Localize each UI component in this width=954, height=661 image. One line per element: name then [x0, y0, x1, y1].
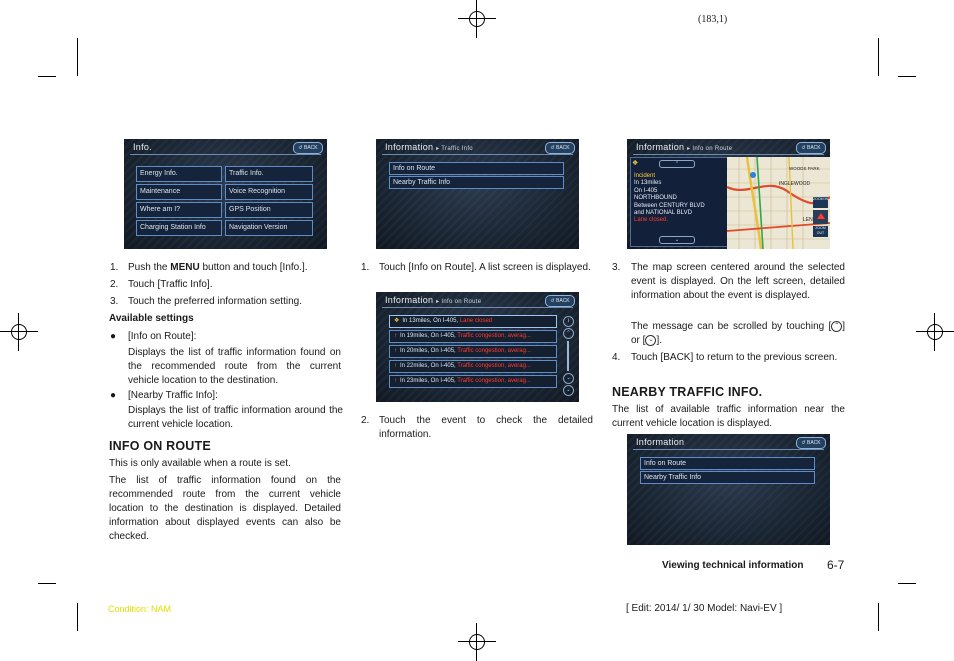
- event-row[interactable]: ↑ In 19miles, On I-405, Traffic congestion, averag...: [389, 330, 557, 343]
- setting-name: [Nearby Traffic Info]:: [128, 390, 218, 401]
- info-on-route-button[interactable]: Info on Route: [389, 162, 564, 175]
- section-footer: Viewing technical information: [662, 560, 804, 571]
- step-text: The map screen centered around the selected event is displayed. On the left screen, detailed information about the event is displayed.: [631, 262, 845, 301]
- info-on-route-screen: [376, 292, 579, 402]
- step-number: 4.: [612, 352, 621, 363]
- zoom-in-button[interactable]: ZOOM IN: [813, 197, 828, 208]
- info-on-route-button[interactable]: Info on Route: [640, 457, 815, 470]
- event-row[interactable]: ↑ In 20miles, On I-405, Traffic congestion, averag...: [389, 345, 557, 358]
- detail-line: and NATIONAL BLVD: [634, 210, 692, 217]
- setting-name: [Info on Route]:: [128, 331, 197, 342]
- map-label: LEN: [803, 217, 813, 223]
- crop-mark: [898, 76, 916, 77]
- info-icon[interactable]: i: [563, 316, 574, 327]
- condition-label: Condition: NAM: [108, 604, 172, 614]
- title-divider: [130, 154, 321, 155]
- step-text: Touch [BACK] to return to the previous screen.: [631, 352, 838, 363]
- step-number: 1.: [361, 262, 370, 273]
- edit-info: [ Edit: 2014/ 1/ 30 Model: Navi-EV ]: [626, 603, 783, 614]
- step-text: Touch the event to check the detailed information.: [379, 415, 593, 440]
- title-divider: [382, 154, 573, 155]
- incident-icon: ❖: [394, 318, 400, 324]
- detail-line: On I-405: [634, 187, 658, 194]
- paragraph: The list of traffic information found on the recommended route from the current vehicle location to the destination is displayed. Detailed information about displayed events can also be checked.: [109, 475, 341, 542]
- event-row[interactable]: ↑ In 23miles, On I-405, Traffic congestion, averag...: [389, 375, 557, 388]
- available-settings-heading: Available settings: [109, 313, 194, 324]
- scroll-down-button[interactable]: ⌄: [659, 236, 695, 244]
- scroll-up-icon: ⌃: [831, 321, 842, 332]
- nearby-traffic-screen: [627, 434, 830, 545]
- traffic-info-screen: [376, 139, 579, 249]
- screen-title: Info.: [133, 142, 153, 152]
- page-down-icon[interactable]: ⌄: [563, 385, 574, 396]
- registration-mark: [458, 0, 496, 38]
- back-button[interactable]: ↺ BACK: [796, 437, 826, 449]
- where-am-i-button[interactable]: Where am I?: [136, 202, 222, 218]
- crop-mark: [898, 583, 916, 584]
- congestion-icon: ↑: [394, 348, 397, 354]
- page-code: (183,1): [698, 14, 728, 25]
- crop-mark: [878, 38, 879, 76]
- step-number: 2.: [361, 415, 370, 426]
- map-detail-screen: [627, 139, 830, 249]
- congestion-icon: ↑: [394, 363, 397, 369]
- scroll-down-icon: ⌄: [645, 335, 656, 346]
- nearby-traffic-info-button[interactable]: Nearby Traffic Info: [389, 176, 564, 189]
- crop-mark: [878, 603, 879, 631]
- maintenance-button[interactable]: Maintenance: [136, 184, 222, 200]
- step-text: Touch the preferred information setting.: [128, 296, 302, 307]
- registration-mark: [458, 623, 496, 661]
- screen-title: Information ▸ Info on Route: [385, 295, 482, 305]
- congestion-icon: ↑: [394, 378, 397, 384]
- back-button[interactable]: ↺ BACK: [545, 295, 575, 307]
- detail-line: NORTHBOUND: [634, 195, 677, 202]
- incident-icon: ❖: [632, 160, 639, 167]
- detail-line: Between CENTURY BLVD: [634, 202, 705, 209]
- scroll-down-icon[interactable]: ⌄: [563, 373, 574, 384]
- screen-title: Information ▸ Info on Route: [636, 142, 733, 152]
- paragraph: The list of available traffic information near the current vehicle location is displayed.: [612, 404, 845, 429]
- step-number: 1.: [110, 262, 119, 273]
- bullet-icon: ●: [110, 390, 117, 401]
- info-menu-screen: [124, 139, 327, 249]
- gps-position-button[interactable]: GPS Position: [225, 202, 313, 218]
- setting-description: Displays the list of traffic information found on the recommended route from the current vehicle location to the destination.: [128, 347, 341, 386]
- section-heading: INFO ON ROUTE: [109, 439, 211, 453]
- crop-mark: [38, 76, 56, 77]
- congestion-icon: ↑: [394, 333, 397, 339]
- crop-mark: [77, 603, 78, 631]
- voice-recognition-button[interactable]: Voice Recognition: [225, 184, 313, 200]
- step-number: 3.: [110, 296, 119, 307]
- map-label: INGLEWOOD: [779, 181, 811, 187]
- back-button[interactable]: ↺ BACK: [796, 142, 826, 154]
- zoom-level-indicator: [813, 210, 828, 224]
- crop-mark: [38, 583, 56, 584]
- crop-mark: [77, 38, 78, 76]
- step-number: 3.: [612, 262, 621, 273]
- title-divider: [633, 154, 824, 155]
- scrollbar[interactable]: [567, 341, 569, 371]
- map-view[interactable]: [727, 157, 830, 249]
- step-text: Touch [Traffic Info].: [128, 279, 213, 290]
- event-row[interactable]: ❖ In 13miles, On I-405, Lane closed: [389, 315, 557, 328]
- nearby-traffic-info-button[interactable]: Nearby Traffic Info: [640, 471, 815, 484]
- back-button[interactable]: ↺ BACK: [293, 142, 323, 154]
- step-text: Push the MENU button and touch [Info.].: [128, 262, 308, 273]
- screen-title: Information: [636, 437, 685, 447]
- registration-mark: [916, 313, 954, 351]
- section-heading: NEARBY TRAFFIC INFO.: [612, 385, 763, 399]
- title-divider: [633, 449, 824, 450]
- bullet-icon: ●: [110, 331, 117, 342]
- screen-title: Information ▸ Traffic Info: [385, 142, 473, 152]
- step-text: Touch [Info on Route]. A list screen is displayed.: [379, 262, 591, 273]
- setting-description: Displays the list of traffic information around the current vehicle location.: [128, 405, 343, 430]
- scroll-up-icon[interactable]: ⌃: [563, 328, 574, 339]
- detail-line: Incident: [634, 173, 656, 179]
- registration-mark: [0, 313, 38, 351]
- scroll-note: The message can be scrolled by touching [ ⌃ ] or [ ⌄ ].: [631, 321, 845, 346]
- charging-station-info-button[interactable]: Charging Station Info: [136, 220, 222, 236]
- back-button[interactable]: ↺ BACK: [545, 142, 575, 154]
- energy-info-button[interactable]: Energy Info.: [136, 166, 222, 182]
- detail-line: Lane closed.: [634, 217, 669, 224]
- page-number: 6-7: [827, 558, 845, 572]
- detail-line: In 13miles: [634, 180, 662, 187]
- map-label: WOODS PARK: [789, 166, 820, 171]
- event-row[interactable]: ↑ In 22miles, On I-405, Traffic congestion, averag...: [389, 360, 557, 373]
- scroll-up-button[interactable]: ⌃: [659, 160, 695, 168]
- scale-icon: [817, 213, 825, 219]
- traffic-info-button[interactable]: Traffic Info.: [225, 166, 313, 182]
- event-detail-text: [634, 173, 705, 225]
- paragraph: This is only available when a route is set.: [109, 458, 291, 469]
- title-divider: [382, 307, 573, 308]
- zoom-out-button[interactable]: ZOOM OUT: [813, 226, 828, 237]
- step-number: 2.: [110, 279, 119, 290]
- navigation-version-button[interactable]: Navigation Version: [225, 220, 313, 236]
- event-detail-panel: [630, 157, 728, 247]
